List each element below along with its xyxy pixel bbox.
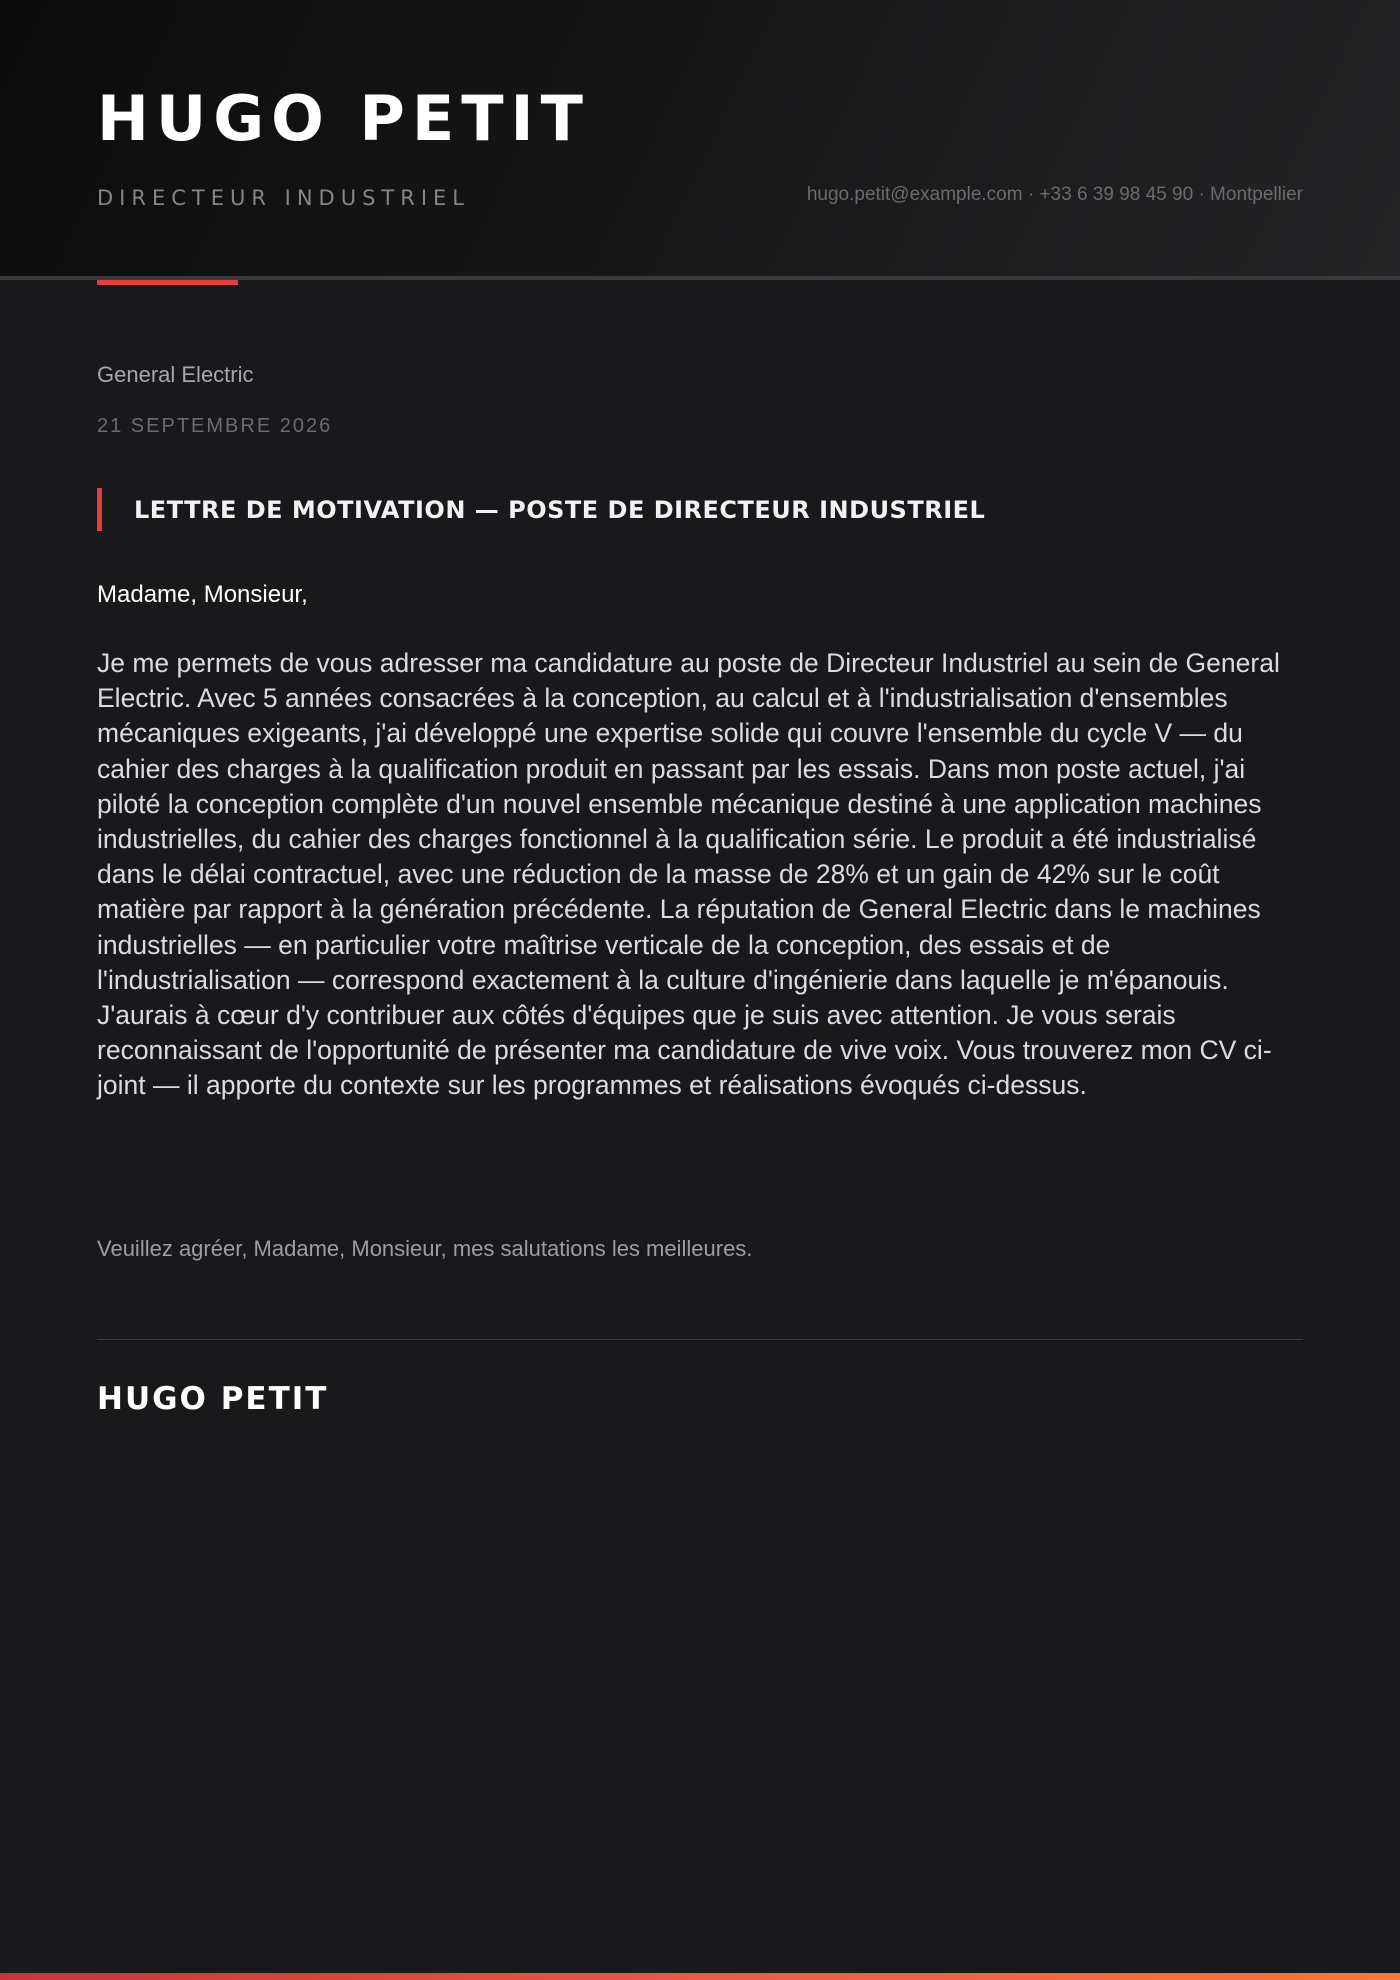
signature-name: HUGO PETIT bbox=[97, 1381, 329, 1417]
sender-contact: hugo.petit@example.com · +33 6 39 98 45 90 · Montpellier bbox=[806, 184, 1303, 205]
letter-greeting: Madame, Monsieur, bbox=[97, 581, 308, 608]
letter-header bbox=[0, 0, 1400, 280]
letter-subject-text: LETTRE DE MOTIVATION — POSTE DE DIRECTEUR INDUSTRIEL bbox=[134, 495, 986, 524]
sender-name: HUGO PETIT bbox=[97, 82, 590, 155]
header-accent-bar bbox=[97, 280, 238, 285]
recipient-company: General Electric bbox=[97, 362, 254, 387]
sender-role: DIRECTEUR INDUSTRIEL bbox=[97, 186, 470, 210]
letter-closing: Veuillez agréer, Madame, Monsieur, mes salutations les meilleures. bbox=[97, 1236, 753, 1261]
footer-accent-bar bbox=[0, 1973, 1400, 1980]
signature-divider bbox=[97, 1339, 1303, 1340]
letter-date: 21 SEPTEMBRE 2026 bbox=[97, 415, 333, 437]
letter-body: Je me permets de vous adresser ma candidature au poste de Directeur Industriel au sein de General Electric. Avec 5 années consacrées à la conception, au calcul et à l'industrialisation d'ensembles mécaniques exigeants, j'ai développé une expertise solide qui couvre l'ensemble du cycle V — du cahier des charges à la qualification produit en passant par les essais. Dans mon poste actuel, j'ai piloté la conception complète d'un nouvel ensemble mécanique destiné à une application machines industrielles, du cahier des charges fonctionnel à la qualification série. Le produit a été industrialisé dans le délai contractuel, avec une réduction de la masse de 28% et un gain de 42% sur le coût matière par rapport à la génération précédente. La réputation de General Electric dans le machines industrielles — en particulier votre maîtrise verticale de la conception, des essais et de l'industrialisation — correspond exactement à la culture d'ingénierie dans laquelle je m'épanouis. J'aurais à cœur d'y contribuer aux côtés d'équipes que je suis avec attention. Je vous serais reconnaissant de l'opportunité de présenter ma candidature de vive voix. Vous trouverez mon CV ci-joint — il apporte du contexte sur les programmes et réalisations évoqués ci-dessus. bbox=[97, 648, 1280, 1101]
letter-subject bbox=[97, 488, 985, 531]
